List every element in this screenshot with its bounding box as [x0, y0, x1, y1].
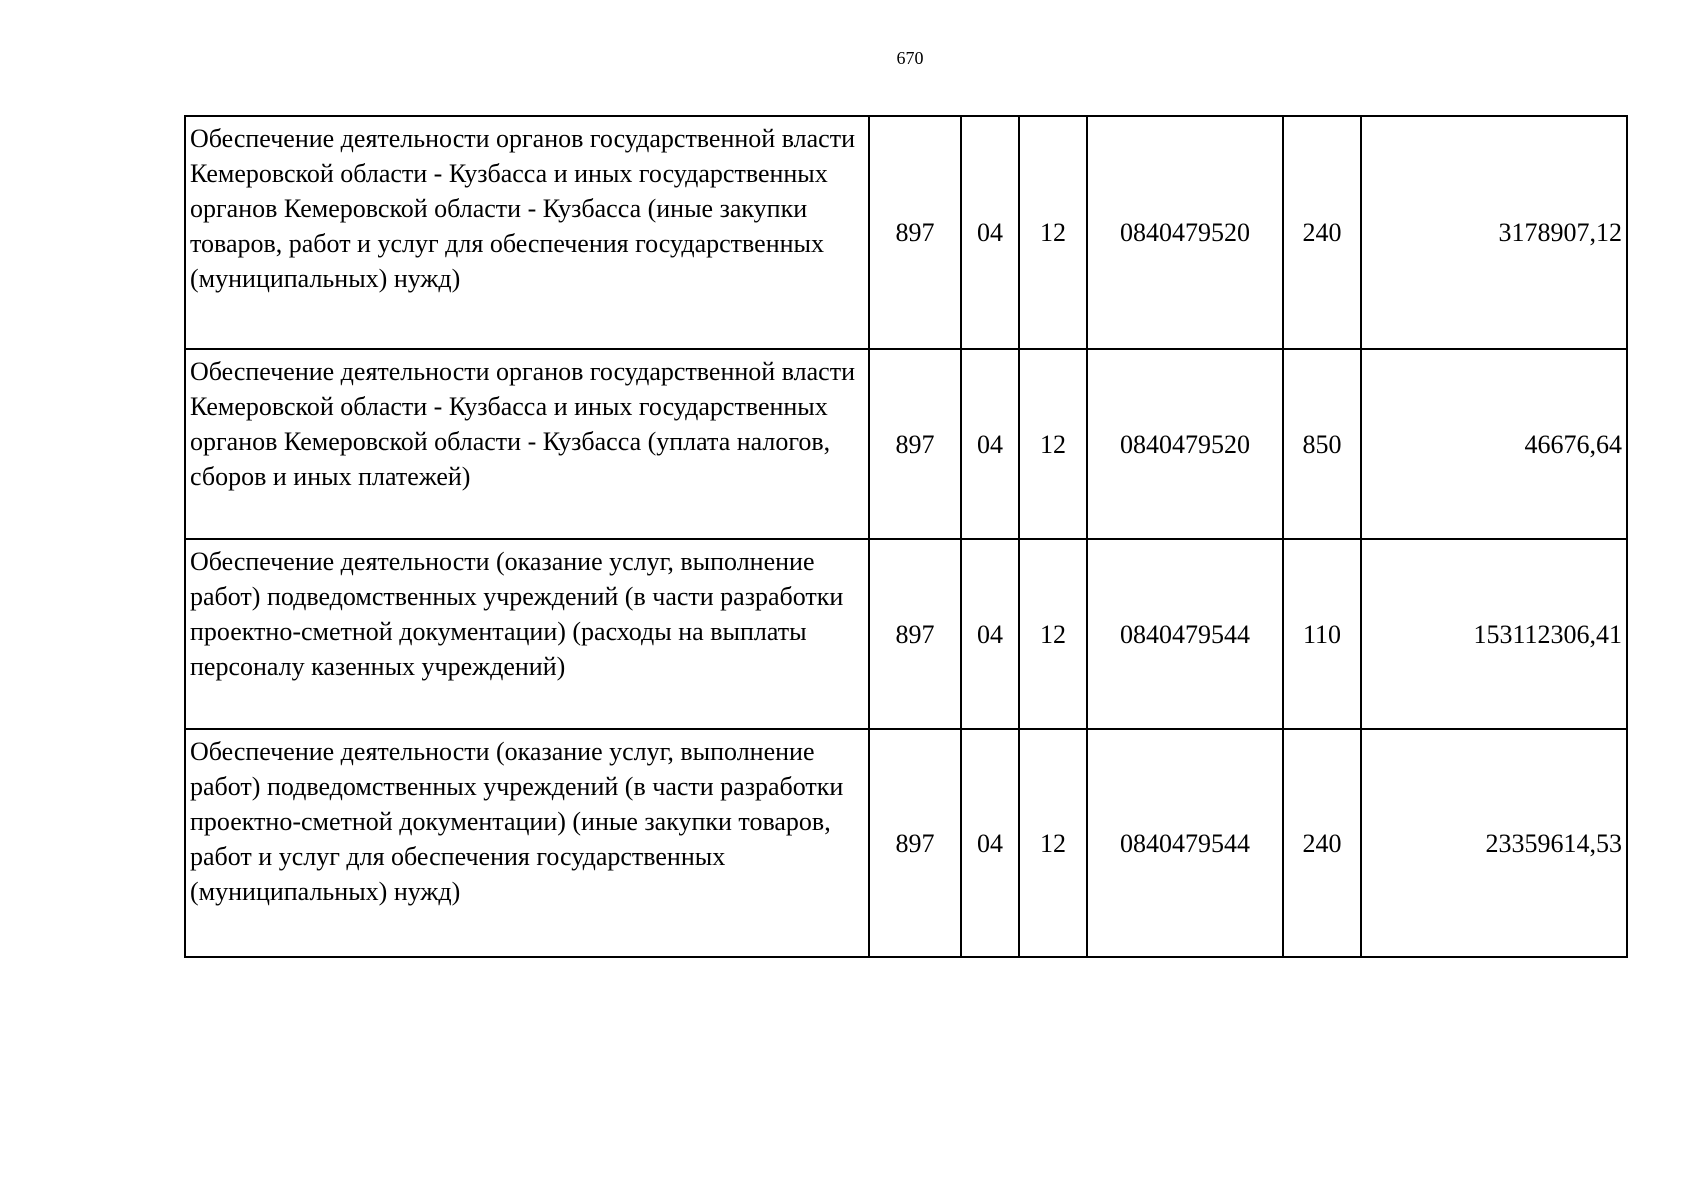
section-code-cell: 04	[961, 349, 1019, 539]
expense-type-cell: 110	[1283, 539, 1361, 729]
expense-type-cell: 240	[1283, 116, 1361, 349]
table-row	[185, 539, 1627, 729]
description-cell: Обеспечение деятельности (оказание услуг, выполнение работ) подведомственных учреждений (в части разработки проектно-сметной документации) (иные закупки товаров, работ и услуг для обеспечения государственных (муниципальных) нужд)	[185, 729, 869, 957]
description-cell: Обеспечение деятельности (оказание услуг, выполнение работ) подведомственных учреждений (в части разработки проектно-сметной документации) (расходы на выплаты персоналу казенных учреждений)	[185, 539, 869, 729]
expense-type-cell: 240	[1283, 729, 1361, 957]
subsection-code-cell: 12	[1019, 116, 1087, 349]
target-article-cell: 0840479520	[1087, 116, 1283, 349]
amount-cell: 3178907,12	[1361, 116, 1627, 349]
table-row	[185, 729, 1627, 957]
section-code-cell: 04	[961, 729, 1019, 957]
target-article-cell: 0840479544	[1087, 729, 1283, 957]
table-row	[185, 116, 1627, 349]
target-article-cell: 0840479544	[1087, 539, 1283, 729]
section-code-cell: 04	[961, 116, 1019, 349]
section-code-cell: 04	[961, 539, 1019, 729]
description-cell: Обеспечение деятельности органов государственной власти Кемеровской области - Кузбасса и иных государственных органов Кемеровской области - Кузбасса (иные закупки товаров, работ и услуг для обеспечения государственных (муниципальных) нужд)	[185, 116, 869, 349]
subsection-code-cell: 12	[1019, 729, 1087, 957]
expense-type-cell: 850	[1283, 349, 1361, 539]
budget-table	[184, 115, 1628, 958]
amount-cell: 23359614,53	[1361, 729, 1627, 957]
description-cell: Обеспечение деятельности органов государственной власти Кемеровской области - Кузбасса и иных государственных органов Кемеровской области - Кузбасса (уплата налогов, сборов и иных платежей)	[185, 349, 869, 539]
page-number: 670	[896, 48, 924, 68]
amount-cell: 46676,64	[1361, 349, 1627, 539]
target-article-cell: 0840479520	[1087, 349, 1283, 539]
table-row	[185, 349, 1627, 539]
ministry-code-cell: 897	[869, 349, 961, 539]
subsection-code-cell: 12	[1019, 349, 1087, 539]
subsection-code-cell: 12	[1019, 539, 1087, 729]
ministry-code-cell: 897	[869, 116, 961, 349]
amount-cell: 153112306,41	[1361, 539, 1627, 729]
ministry-code-cell: 897	[869, 729, 961, 957]
ministry-code-cell: 897	[869, 539, 961, 729]
